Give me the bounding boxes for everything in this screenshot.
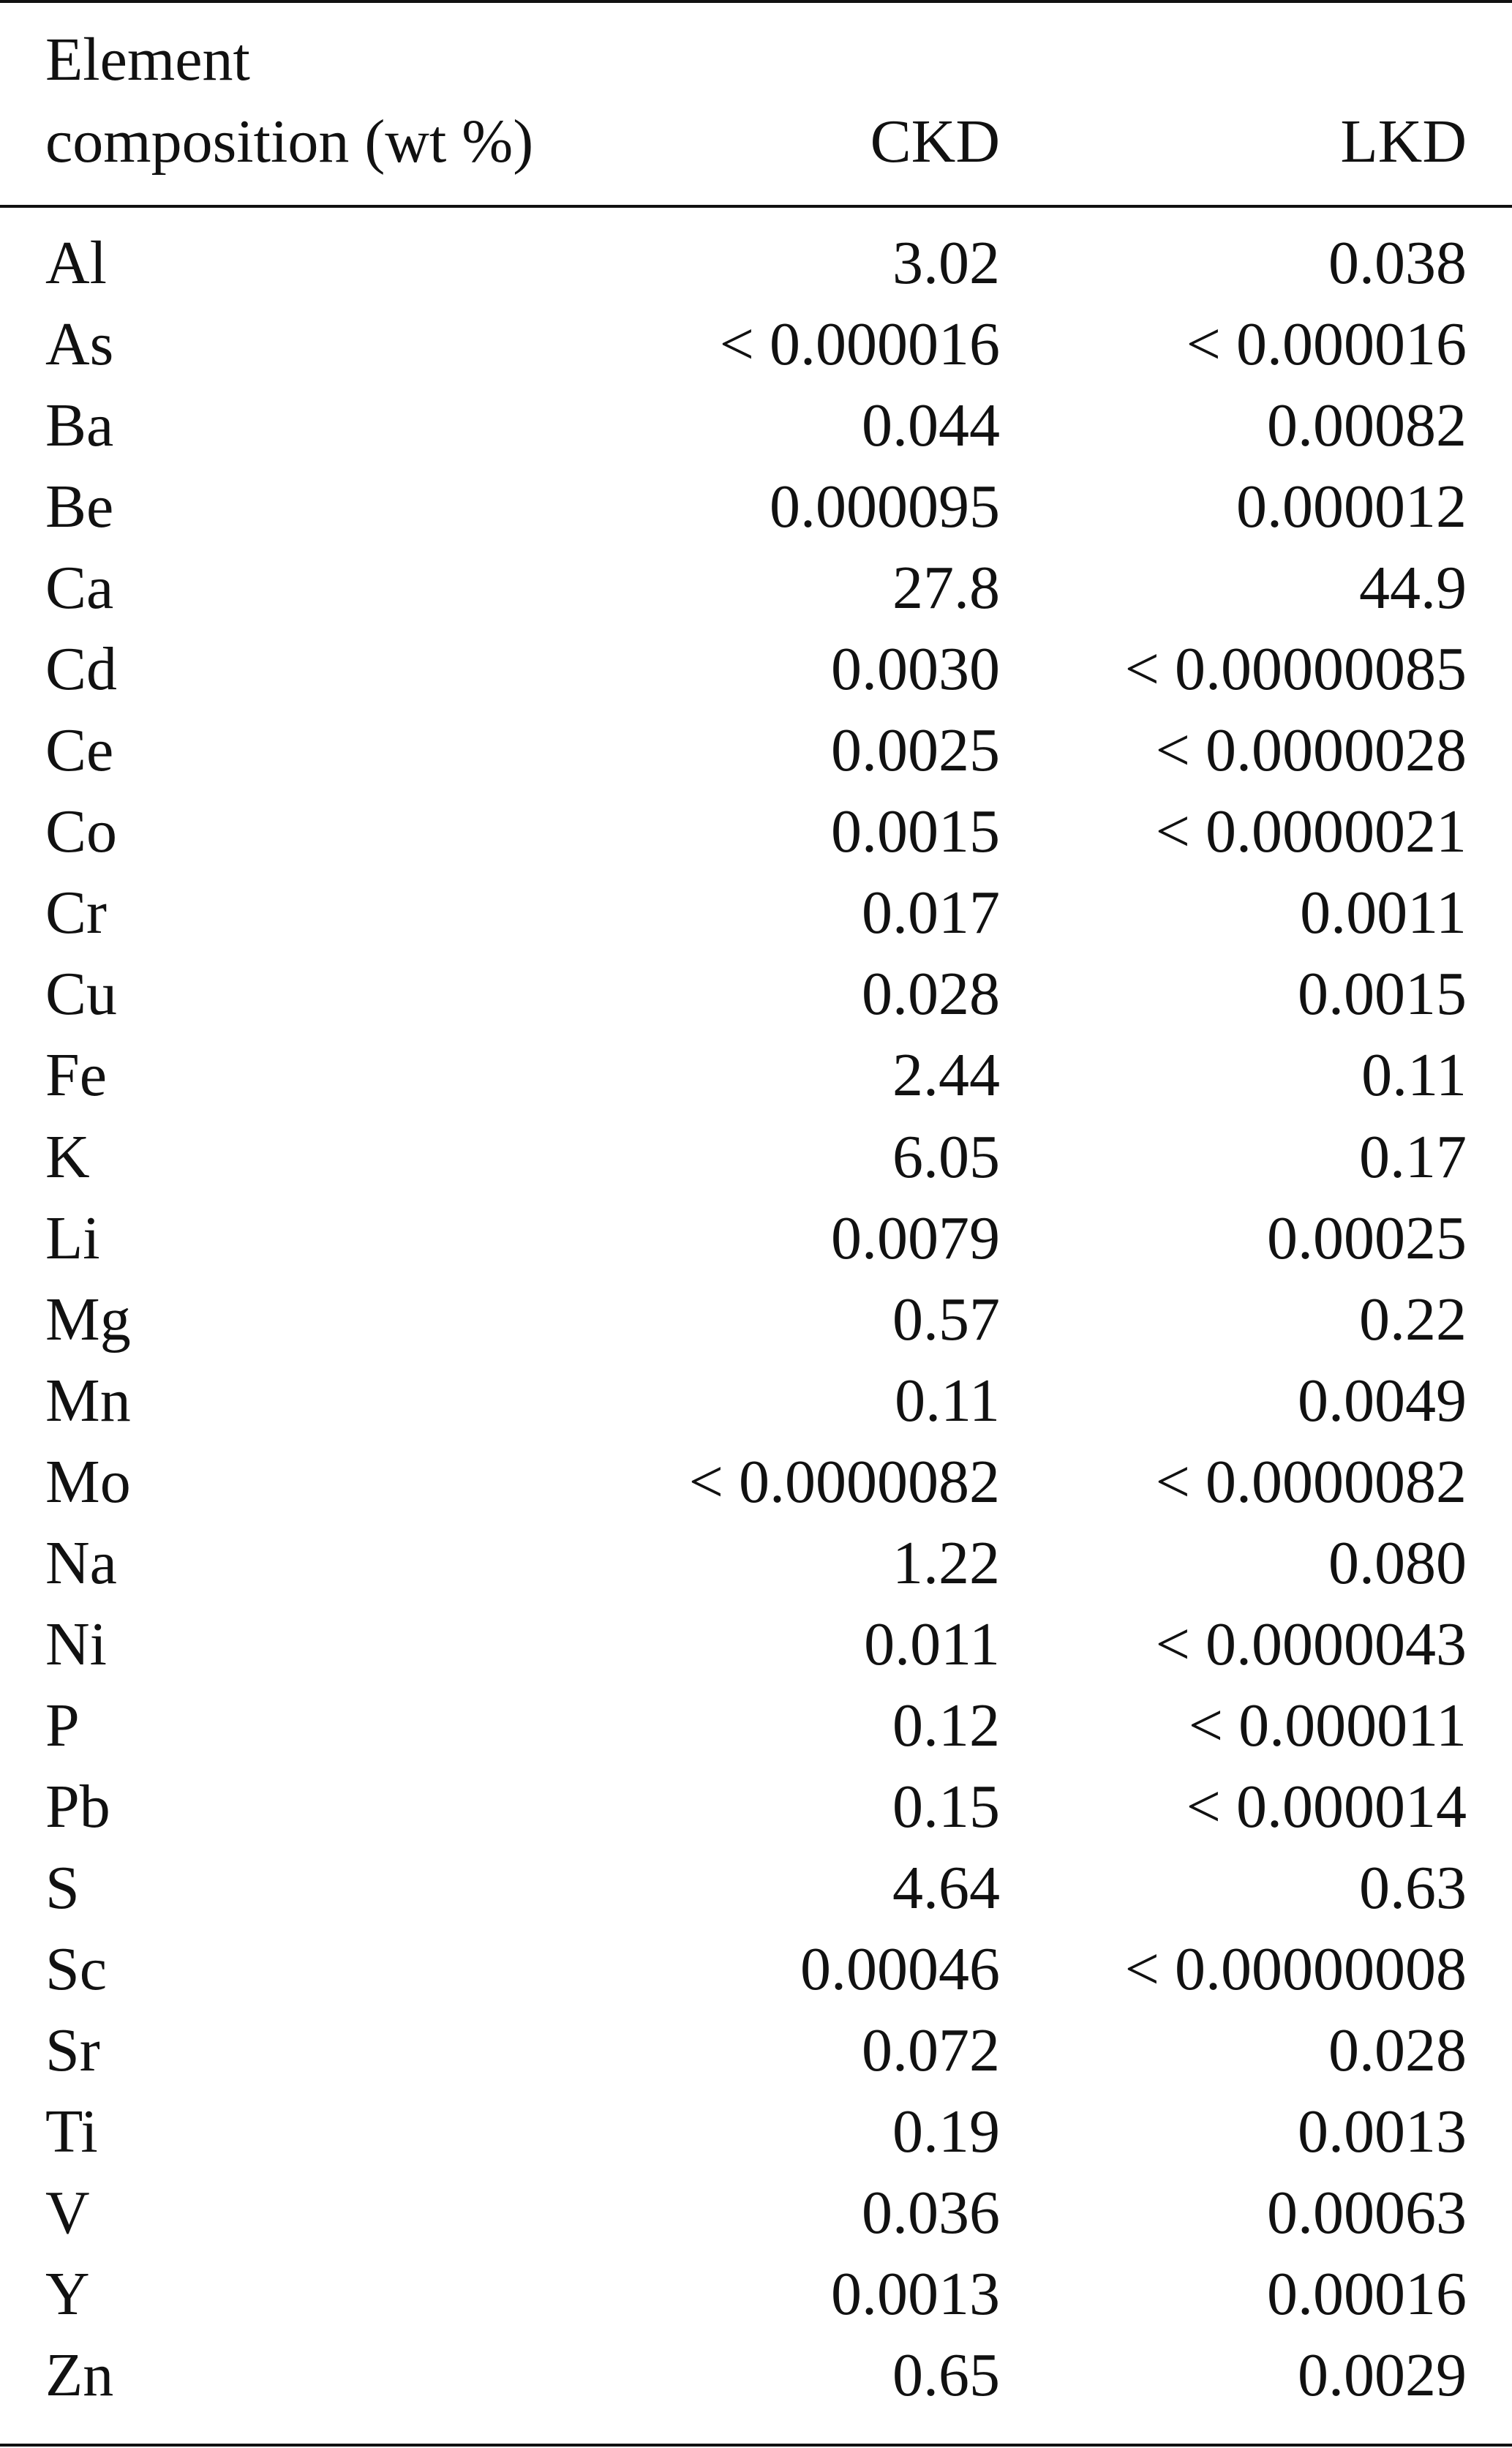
table-row [0,310,1512,395]
element-symbol-cell: P [45,1691,80,1760]
lkd-value-cell: 0.00025 [1267,1204,1467,1272]
element-symbol-cell: Y [45,2260,90,2329]
table-row [0,1447,1512,1533]
lkd-value-cell: 0.0013 [1298,2098,1467,2166]
element-symbol-cell: Ca [45,554,114,623]
element-symbol-cell: Ti [45,2098,98,2166]
lkd-value-cell: 0.028 [1328,2016,1467,2085]
table-row [0,1366,1512,1452]
table-row [0,1691,1512,1776]
table-row [0,1528,1512,1614]
element-symbol-cell: Ce [45,716,114,785]
ckd-value-cell: 0.0025 [831,716,1000,785]
lkd-value-cell: < 0.0000082 [1155,1447,1467,1516]
element-symbol-cell: Li [45,1204,100,1272]
element-symbol-cell: Sr [45,2016,100,2085]
lkd-value-cell: 0.00016 [1267,2260,1467,2329]
ckd-value-cell: 0.0013 [831,2260,1000,2329]
ckd-value-cell: 0.00046 [800,1934,1000,2003]
ckd-value-cell: 0.036 [862,2179,1000,2248]
ckd-value-cell: 0.11 [895,1366,1000,1435]
header-ckd: CKD [870,108,1000,176]
table-row [0,1041,1512,1126]
lkd-value-cell: 0.0011 [1300,879,1467,947]
element-symbol-cell: Pb [45,1772,110,1841]
table-row [0,1285,1512,1370]
table-row [0,554,1512,639]
element-symbol-cell: Mn [45,1366,131,1435]
element-symbol-cell: V [45,2179,90,2248]
element-symbol-cell: Cd [45,635,118,704]
ckd-value-cell: 6.05 [892,1122,1000,1191]
ckd-value-cell: 0.0030 [831,635,1000,704]
element-symbol-cell: Mo [45,1447,131,1516]
table-row [0,229,1512,314]
ckd-value-cell: 0.0079 [831,1204,1000,1272]
lkd-value-cell: 0.22 [1359,1285,1467,1353]
table-row [0,2016,1512,2101]
lkd-value-cell: 0.080 [1328,1528,1467,1597]
element-symbol-cell: Mg [45,1285,131,1353]
table-row [0,1204,1512,1289]
header-element-label-line2: composition (wt %) [45,108,534,176]
lkd-value-cell: < 0.0000043 [1155,1610,1467,1678]
ckd-value-cell: 0.017 [862,879,1000,947]
element-symbol-cell: K [45,1122,90,1191]
ckd-value-cell: 0.000095 [770,473,1000,541]
ckd-value-cell: 27.8 [892,554,1000,623]
lkd-value-cell: < 0.00000008 [1124,1934,1467,2003]
ckd-value-cell: 0.0015 [831,797,1000,866]
table-row [0,879,1512,964]
top-rule [0,0,1512,3]
table-row [0,2341,1512,2426]
lkd-value-cell: < 0.000016 [1186,310,1467,379]
table-row [0,1122,1512,1208]
ckd-value-cell: 0.12 [892,1691,1000,1760]
ckd-value-cell: 2.44 [892,1041,1000,1110]
ckd-value-cell: 0.028 [862,960,1000,1029]
bottom-rule [0,2444,1512,2447]
ckd-value-cell: 0.19 [892,2098,1000,2166]
header-element-label-line1: Element [45,26,250,94]
element-symbol-cell: Ni [45,1610,107,1678]
element-symbol-cell: Zn [45,2341,114,2410]
lkd-value-cell: < 0.0000028 [1155,716,1467,785]
ckd-value-cell: 1.22 [892,1528,1000,1597]
table-row [0,2260,1512,2345]
table-row [0,635,1512,720]
ckd-value-cell: 3.02 [892,229,1000,297]
lkd-value-cell: < 0.00000085 [1124,635,1467,704]
ckd-value-cell: < 0.000016 [719,310,1000,379]
element-symbol-cell: S [45,1853,80,1922]
lkd-value-cell: 0.63 [1359,1853,1467,1922]
element-symbol-cell: Fe [45,1041,107,1110]
header-rule [0,205,1512,208]
lkd-value-cell: 0.00063 [1267,2179,1467,2248]
lkd-value-cell: 0.038 [1328,229,1467,297]
table-row [0,716,1512,801]
element-symbol-cell: Ba [45,391,114,460]
table-row [0,1772,1512,1858]
ckd-value-cell: 0.044 [862,391,1000,460]
element-symbol-cell: Be [45,473,114,541]
lkd-value-cell: < 0.000011 [1188,1691,1467,1760]
lkd-value-cell: 0.00082 [1267,391,1467,460]
table-row [0,797,1512,882]
element-symbol-cell: Sc [45,1934,107,2003]
lkd-value-cell: 0.0029 [1298,2341,1467,2410]
lkd-value-cell: 0.000012 [1236,473,1467,541]
lkd-value-cell: 0.0049 [1298,1366,1467,1435]
lkd-value-cell: 44.9 [1359,554,1467,623]
table-row [0,2098,1512,2182]
element-symbol-cell: Al [45,229,107,297]
ckd-value-cell: 0.011 [864,1610,1000,1678]
table-body [0,229,1512,2426]
element-symbol-cell: As [45,310,114,379]
ckd-value-cell: 0.15 [892,1772,1000,1841]
table-row [0,1934,1512,2020]
ckd-value-cell: 4.64 [892,1853,1000,1922]
table-row [0,391,1512,476]
table-row [0,473,1512,557]
element-symbol-cell: Co [45,797,118,866]
element-symbol-cell: Cu [45,960,118,1029]
lkd-value-cell: 0.17 [1359,1122,1467,1191]
table-row [0,1853,1512,1939]
lkd-value-cell: < 0.000014 [1186,1772,1467,1841]
table-row [0,2179,1512,2264]
lkd-value-cell: < 0.0000021 [1155,797,1467,866]
ckd-value-cell: < 0.0000082 [688,1447,1000,1516]
element-symbol-cell: Cr [45,879,107,947]
lkd-value-cell: 0.11 [1361,1041,1467,1110]
ckd-value-cell: 0.072 [862,2016,1000,2085]
element-symbol-cell: Na [45,1528,117,1597]
lkd-value-cell: 0.0015 [1298,960,1467,1029]
table-row [0,1610,1512,1695]
table-row [0,960,1512,1045]
ckd-value-cell: 0.65 [892,2341,1000,2410]
ckd-value-cell: 0.57 [892,1285,1000,1353]
header-lkd: LKD [1340,108,1467,176]
